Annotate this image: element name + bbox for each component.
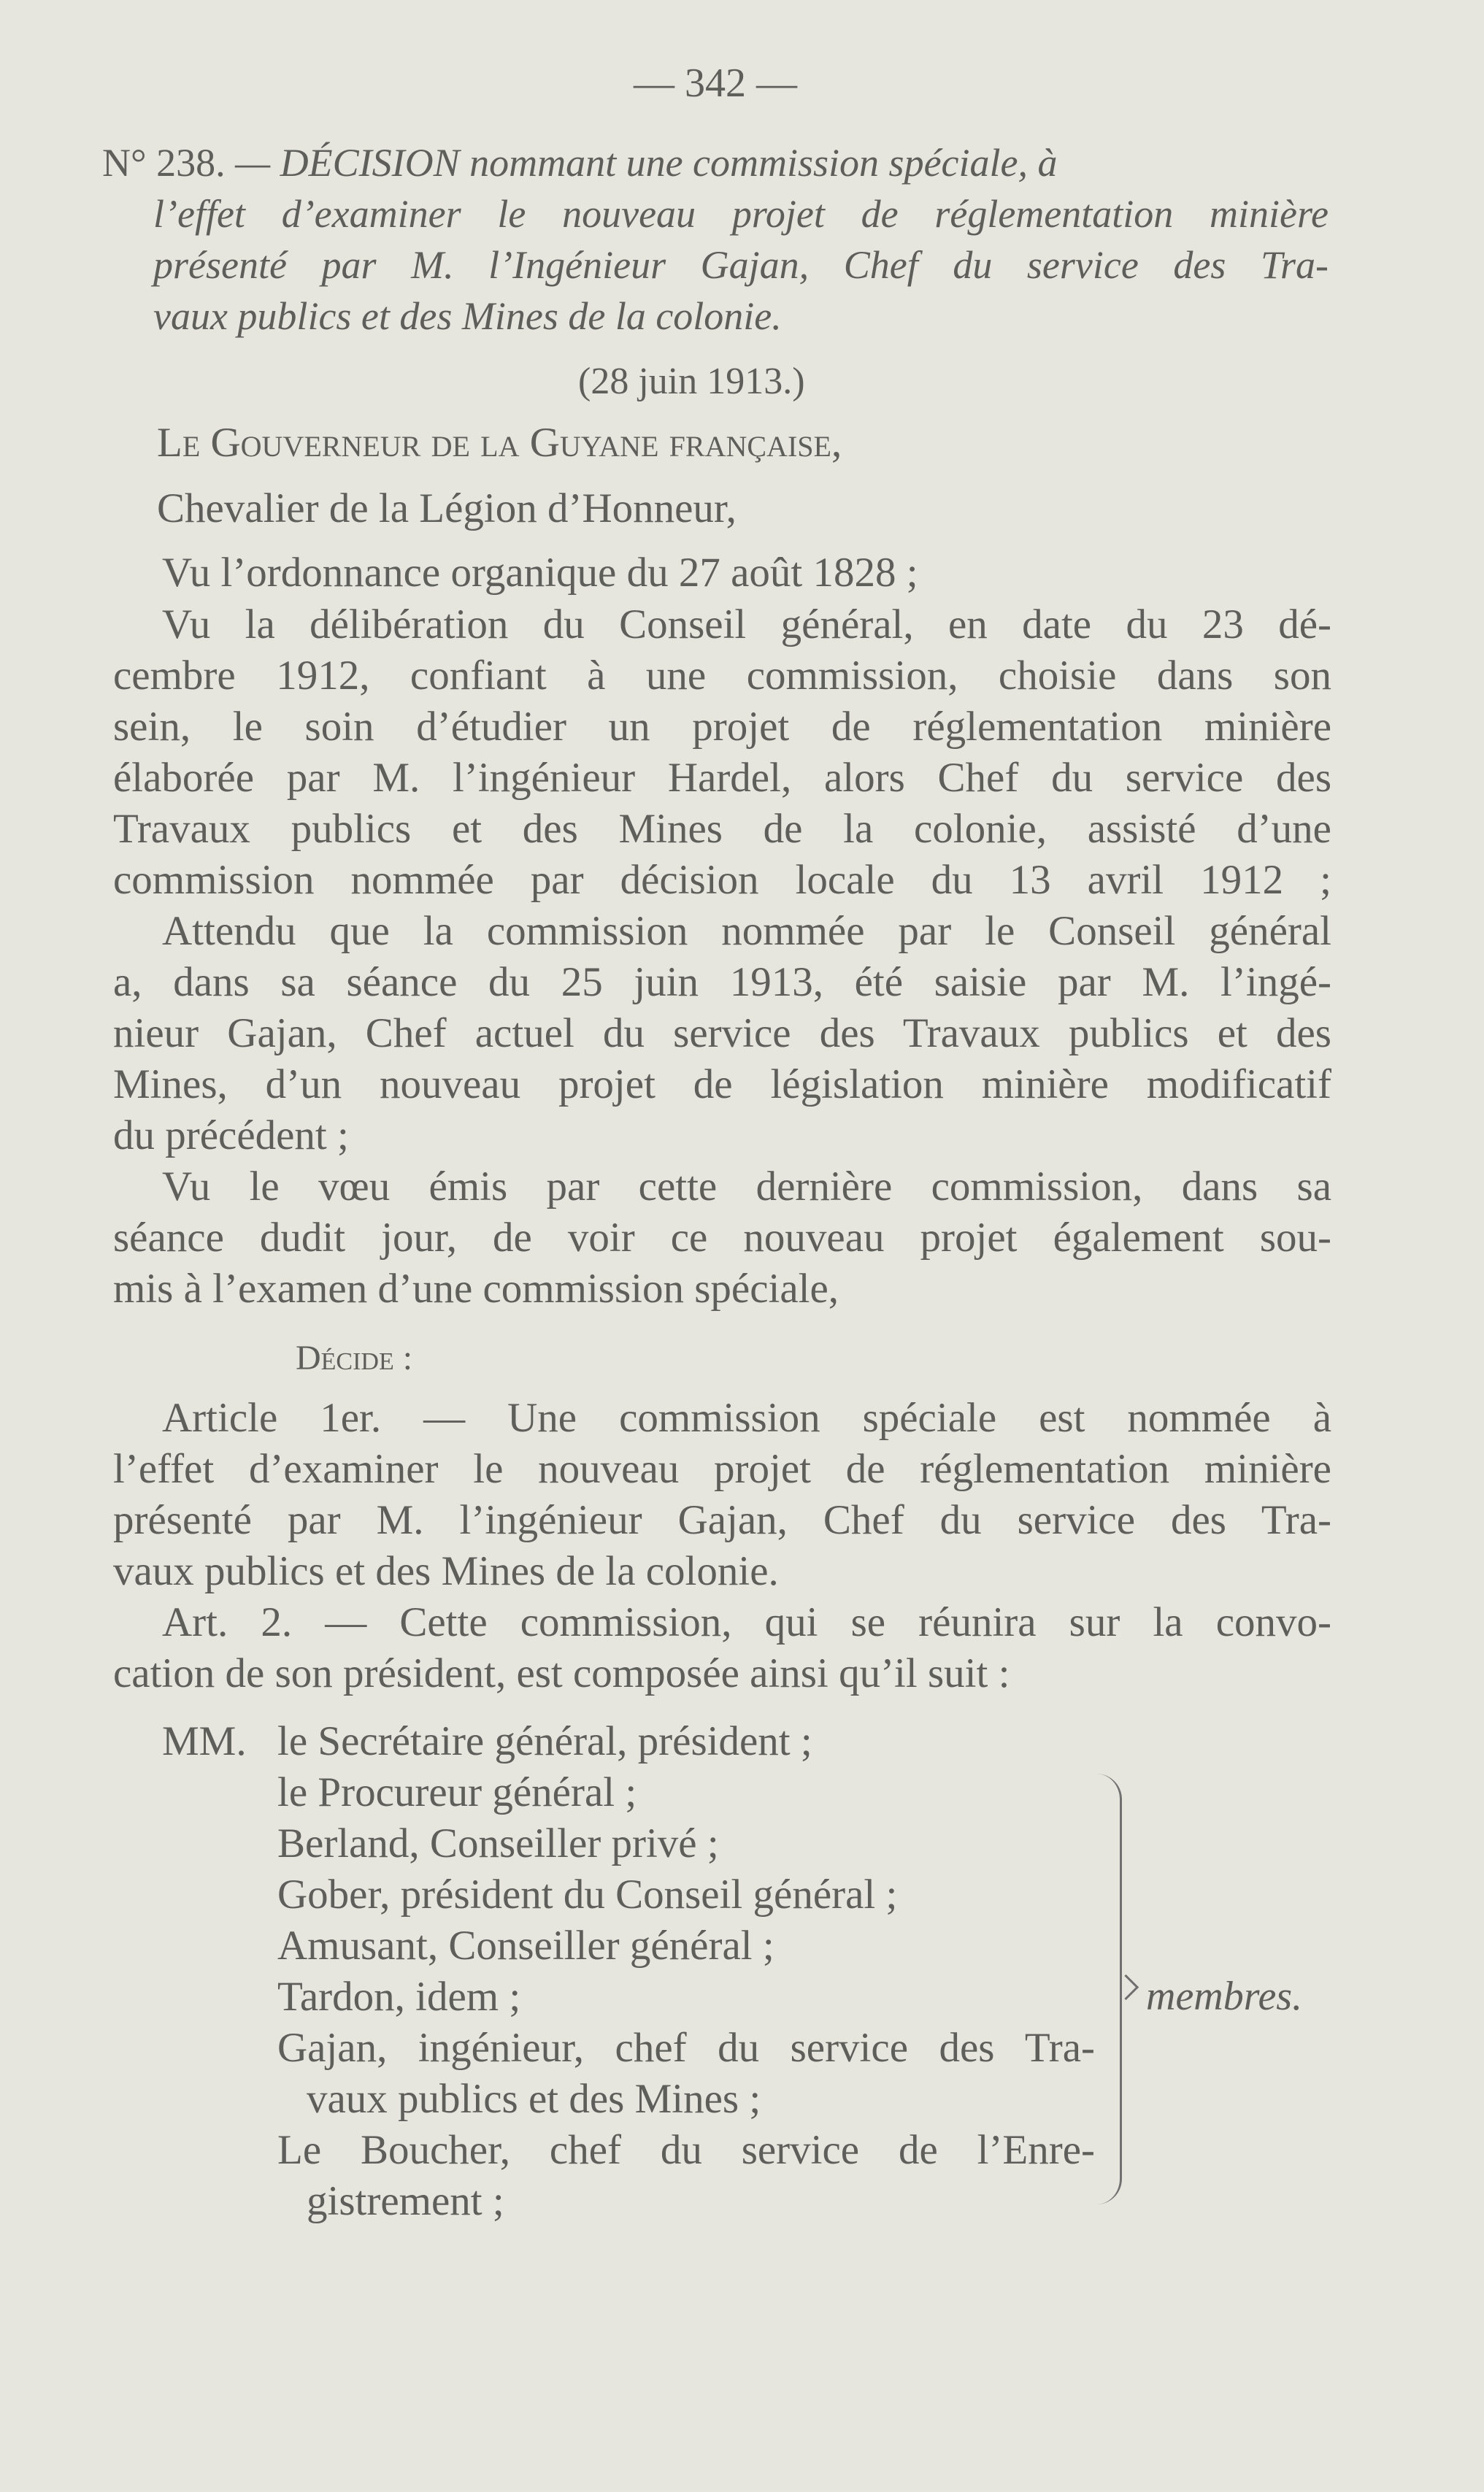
consideration-line: Attendu que la commission nommée par le Conseil général bbox=[162, 908, 1331, 954]
member-line: Amusant, Conseiller général ; bbox=[277, 1923, 774, 1969]
heading-line-3: présenté par M. l’Ingénieur Gajan, Chef du service des Tra- bbox=[153, 243, 1329, 287]
heading-text-1: — DÉCISION nommant une commission spéciale, à bbox=[235, 141, 1058, 185]
member-line: le Procureur général ; bbox=[277, 1769, 637, 1815]
decision-date: (28 juin 1913.) bbox=[578, 361, 805, 402]
heading-line-1 bbox=[102, 140, 1329, 185]
consideration-line: séance dudit jour, de voir ce nouveau projet également sou- bbox=[113, 1215, 1331, 1261]
consideration-line: Mines, d’un nouveau projet de législation minière modificatif bbox=[113, 1061, 1331, 1107]
article-line: cation de son président, est composée ainsi qu’il suit : bbox=[113, 1650, 1010, 1696]
consideration-line: Vu l’ordonnance organique du 27 août 1828 ; bbox=[162, 550, 918, 596]
decision-number: N° 238. bbox=[102, 141, 226, 185]
member-line: Tardon, idem ; bbox=[277, 1974, 521, 2020]
heading-line-2: l’effet d’examiner le nouveau projet de réglementation minière bbox=[153, 192, 1329, 236]
page-number: — 342 — bbox=[634, 61, 797, 106]
member-line: vaux publics et des Mines ; bbox=[307, 2076, 761, 2122]
member-line: Gober, président du Conseil général ; bbox=[277, 1872, 898, 1918]
heading-line-4: vaux publics et des Mines de la colonie. bbox=[153, 294, 782, 338]
member-line: gistrement ; bbox=[307, 2178, 504, 2224]
article-line: Article 1er. — Une commission spéciale est nommée à bbox=[162, 1395, 1331, 1441]
consideration-line: Vu la délibération du Conseil général, en date du 23 dé- bbox=[162, 601, 1331, 647]
consideration-line: cembre 1912, confiant à une commission, choisie dans son bbox=[113, 653, 1331, 699]
decide-heading: Décide : bbox=[296, 1339, 413, 1377]
members-prefix: MM. bbox=[162, 1718, 247, 1764]
consideration-line: mis à l’examen d’une commission spéciale, bbox=[113, 1266, 839, 1312]
consideration-line: du précédent ; bbox=[113, 1112, 349, 1158]
consideration-line: commission nommée par décision locale du 13 avril 1912 ; bbox=[113, 857, 1331, 903]
consideration-line: élaborée par M. l’ingénieur Hardel, alors Chef du service des bbox=[113, 755, 1331, 801]
member-line: Le Boucher, chef du service de l’Enre- bbox=[277, 2127, 1095, 2173]
consideration-line: Travaux publics et des Mines de la colonie, assisté d’une bbox=[113, 806, 1331, 852]
article-line: l’effet d’examiner le nouveau projet de réglementation minière bbox=[113, 1446, 1331, 1492]
governor-title: Le Gouverneur de la Guyane française, bbox=[157, 420, 842, 466]
president-line: le Secrétaire général, président ; bbox=[277, 1718, 812, 1764]
article-line: Art. 2. — Cette commission, qui se réunira sur la convo- bbox=[162, 1599, 1331, 1645]
article-line: vaux publics et des Mines de la colonie. bbox=[113, 1548, 779, 1594]
consideration-line: a, dans sa séance du 25 juin 1913, été saisie par M. l’ingé- bbox=[113, 959, 1331, 1005]
consideration-line: nieur Gajan, Chef actuel du service des Travaux publics et des bbox=[113, 1010, 1331, 1056]
members-label: membres. bbox=[1146, 1974, 1303, 2019]
member-line: Berland, Conseiller privé ; bbox=[277, 1820, 719, 1866]
consideration-line: sein, le soin d’étudier un projet de réglementation minière bbox=[113, 704, 1331, 750]
member-line: Gajan, ingénieur, chef du service des Tra- bbox=[277, 2025, 1095, 2071]
governor-subtitle: Chevalier de la Légion d’Honneur, bbox=[157, 485, 737, 531]
consideration-line: Vu le vœu émis par cette dernière commission, dans sa bbox=[162, 1164, 1331, 1210]
article-line: présenté par M. l’ingénieur Gajan, Chef du service des Tra- bbox=[113, 1497, 1331, 1543]
